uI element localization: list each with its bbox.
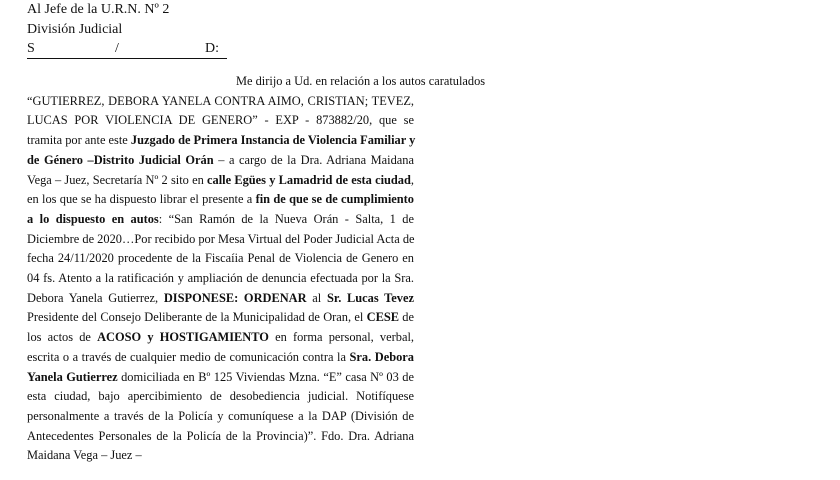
body-text: “GUTIERREZ, DEBORA YANELA CONTRA AIMO, CRISTIAN; TEVEZ, [27,93,414,108]
body-line [27,348,414,368]
body-line [27,111,414,131]
letter-body [27,72,486,466]
body-text: Debora Yanela Gutierrez, [27,290,164,305]
body-text: LUCAS POR VIOLENCIA DE GENERO” - EXP - 873882/20, que se [27,113,414,128]
body-text: – a cargo de la Dra. Adriana Maidana [213,152,414,167]
body-line [27,328,414,348]
body-text: Me dirijo a Ud. en relación a los autos caratulados [236,74,486,88]
bold-text: CESE [366,310,399,325]
slash-label: / [115,41,119,56]
recipient-line: Al Jefe de la U.R.N. Nº 2 [27,2,170,17]
body-text: 04 fs. Atento a la ratificación y ampliación de denuncia efectuada por la Sra. [27,271,414,286]
body-text: escrita o a través de cualquier medio de comunicación contra la [27,349,350,364]
bold-text: ACOSO y HOSTIGAMIENTO [97,330,269,345]
bold-text: de Género –Distrito Judicial Orán [27,152,214,167]
body-line [27,210,414,230]
body-line [27,230,414,250]
body-text: personalmente a través de la Policía y comuníquese a la DAP (División de [27,408,414,423]
body-line [27,368,414,388]
body-text: de [399,310,414,325]
bold-text: fin de que se de cumplimiento [255,192,414,207]
body-text: Vega – Juez, Secretaría Nº 2 sito en [27,172,208,187]
body-text: en los que se ha dispuesto librar el presente a [27,192,256,207]
body-text: , [410,172,414,187]
body-text: Diciembre de 2020…Por recibido por Mesa Virtual del Poder Judicial Acta de [27,231,415,246]
body-text: Presidente del Consejo Deliberante de la Municipalidad de Oran, el [27,310,367,325]
body-line [27,190,414,210]
body-text: fecha 24/11/2020 procedente de la Fiscaíia Penal de Violencia de Genero en [27,251,414,266]
body-line [27,249,414,269]
bold-text: DISPONESE: ORDENAR [163,290,307,305]
body-line [27,446,414,466]
body-line [27,427,414,447]
body-text: en forma personal, verbal, [268,330,414,345]
bold-text: calle Egües y Lamadrid de esta ciudad [207,172,411,187]
body-text: Antecedentes Personales de la Policía de la Provincia)”. Fdo. Dra. Adriana [27,428,414,443]
body-text: los actos de [27,330,98,345]
body-text: tramita por ante este [27,133,131,148]
body-line [27,171,414,191]
body-text: domiciliada en Bº 125 Viviendas Mzna. “E” casa Nº 03 de [117,369,414,384]
d-label: D: [205,41,219,56]
body-line [27,151,414,171]
bold-text: Sr. Lucas Tevez [326,290,414,305]
body-text: al [306,290,327,305]
body-line [27,308,414,328]
body-text: Maidana Vega – Juez – [27,448,142,463]
salutation-line [27,40,227,59]
body-line [27,72,486,92]
body-line [27,131,414,151]
body-line [27,289,414,309]
body-line [27,269,414,289]
s-label: S [27,41,35,56]
bold-text: Sra. Debora [349,349,414,364]
body-text: : “San Ramón de la Nueva Orán - Salta, 1 de [158,211,414,226]
body-line [27,407,414,427]
body-line [27,92,414,112]
body-text: esta ciudad, bajo apercibimiento de desobediencia judicial. Notifíquese [27,389,414,404]
bold-text: Juzgado de Primera Instancia de Violencia Familiar y [130,133,416,148]
division-line: División Judicial [27,22,123,37]
body-line [27,387,414,407]
bold-text: a lo dispuesto en autos [27,211,159,226]
bold-text: Yanela Gutierrez [27,369,118,384]
